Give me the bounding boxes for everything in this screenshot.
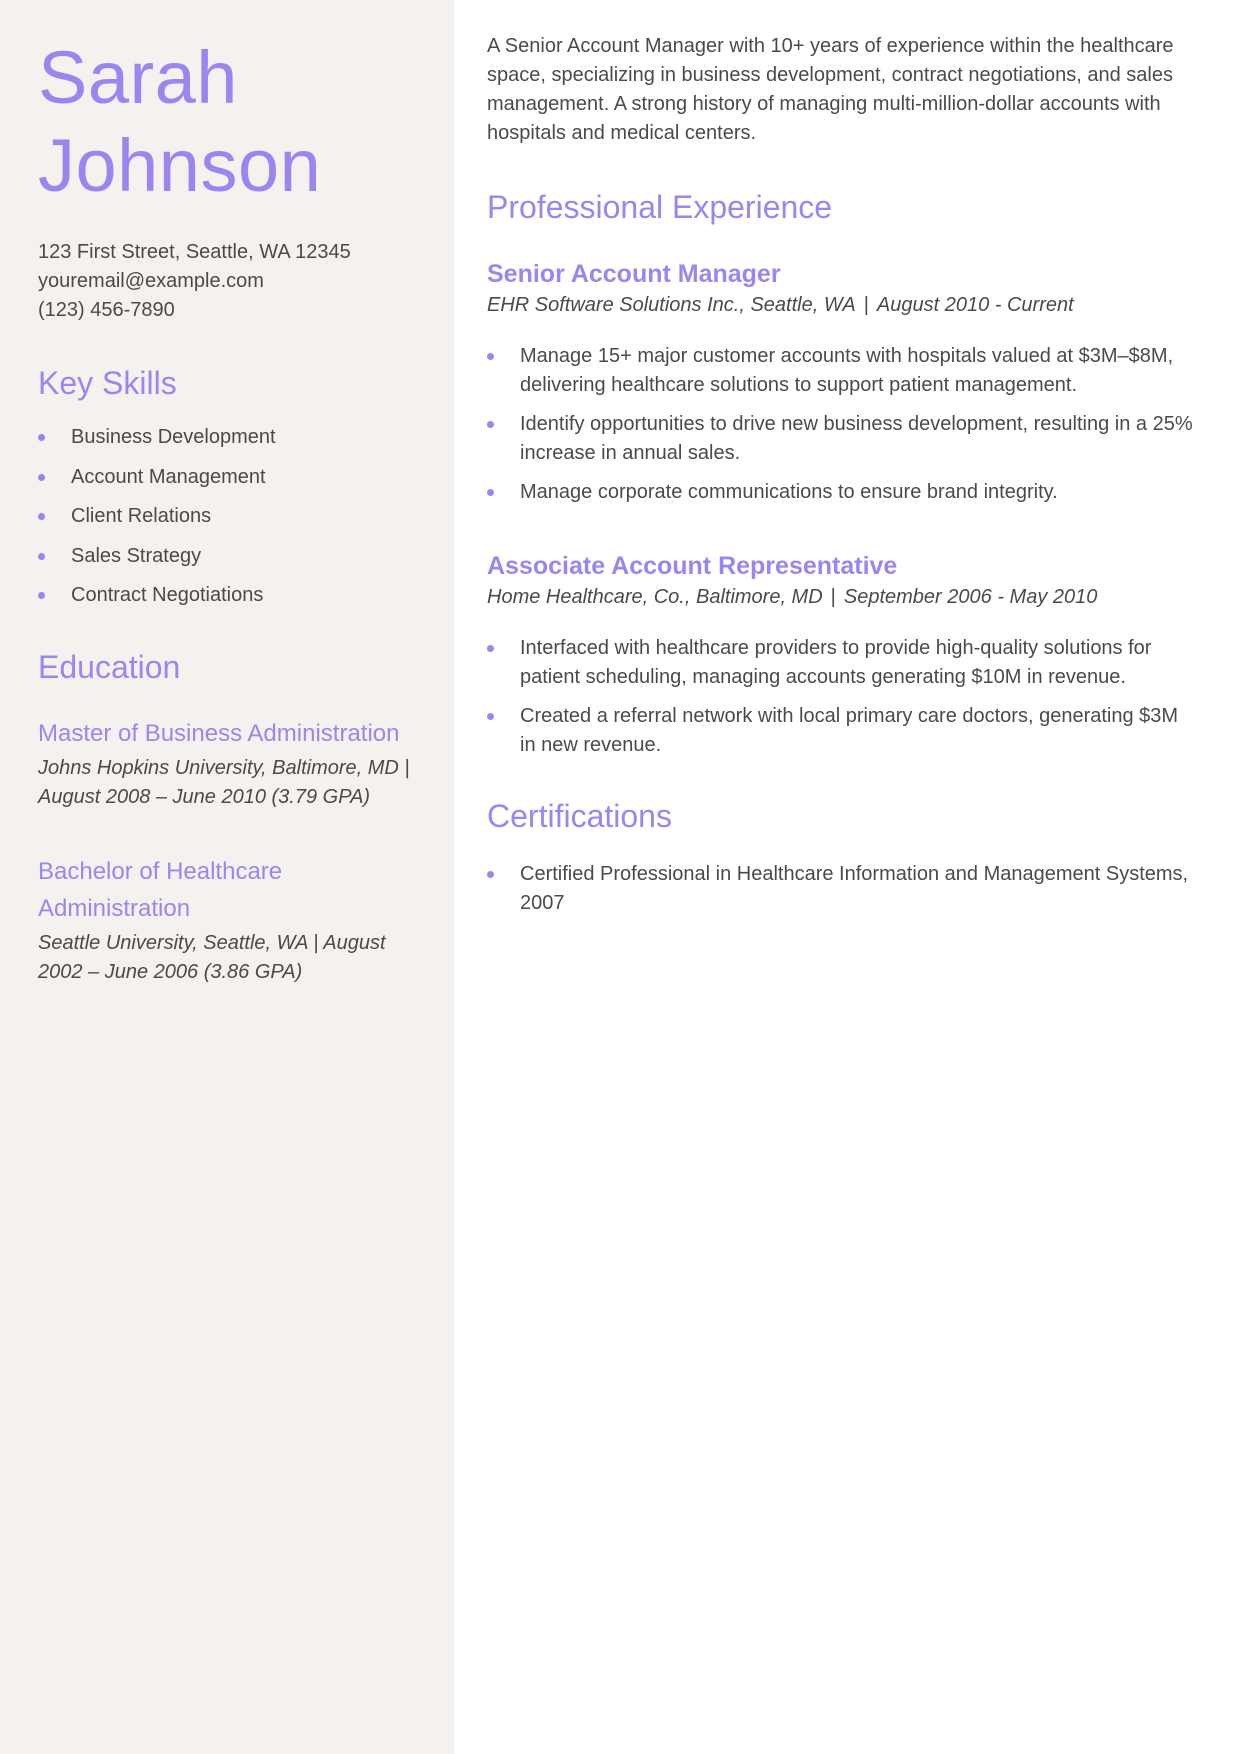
skill-label: Account Management [71, 465, 266, 488]
skill-label: Client Relations [71, 505, 212, 527]
job-entry [487, 549, 1199, 760]
skill-item [38, 581, 416, 610]
bullet-icon [487, 713, 494, 720]
skill-item [38, 502, 416, 531]
bullet-icon [38, 474, 45, 481]
certifications-heading: Certifications [487, 798, 672, 834]
bullet-icon [38, 553, 45, 560]
skill-item [38, 423, 416, 452]
job-meta [487, 291, 1199, 320]
job-bullet-text: Identify opportunities to drive new business development, resulting in a 25% increase in annual sales. [520, 413, 1193, 464]
job-meta [487, 583, 1199, 612]
main-content [454, 0, 1239, 1754]
skill-item [38, 542, 416, 571]
job-entry [487, 257, 1199, 507]
job-bullet-text: Created a referral network with local primary care doctors, generating $3M in new revenue. [520, 705, 1179, 756]
skill-label: Contract Negotiations [71, 584, 264, 606]
bullet-icon [38, 434, 45, 441]
address: 123 First Street, Seattle, WA 12345 [38, 241, 351, 263]
phone: (123) 456-7890 [38, 299, 175, 321]
skill-item [38, 463, 416, 492]
bullet-icon [487, 489, 494, 496]
skills-list [38, 423, 416, 610]
degree-title: Master of Business Administration [38, 720, 400, 747]
degree-title: Bachelor of Healthcare Administration [38, 858, 283, 922]
bullet-icon [38, 513, 45, 520]
job-bullet-text: Manage 15+ major customer accounts with hospitals valued at $3M–$8M, delivering healthcare solutions to support patient management. [520, 345, 1174, 396]
skills-heading: Key Skills [38, 365, 177, 401]
bullet-icon [487, 645, 494, 652]
job-title: Associate Account Representative [487, 552, 898, 580]
job-company: EHR Software Solutions Inc., Seattle, WA [487, 294, 856, 316]
job-bullets [487, 342, 1199, 507]
sidebar [0, 0, 454, 1754]
bullet-icon [487, 421, 494, 428]
job-bullet [487, 702, 1199, 760]
skill-label: Business Development [71, 426, 276, 448]
job-dates: September 2006 - May 2010 [843, 586, 1098, 608]
candidate-name [38, 34, 416, 210]
email: youremail@example.com [38, 270, 264, 292]
education-heading: Education [38, 649, 181, 685]
job-bullet-text: Interfaced with healthcare providers to provide high-quality solutions for patient scheduling, managing accounts generating $10M in revenue. [520, 637, 1152, 688]
job-bullet [487, 342, 1199, 400]
job-dates: August 2010 - Current [876, 294, 1074, 316]
first-name: Sarah [38, 36, 238, 119]
degree-entry [38, 853, 416, 987]
job-company: Home Healthcare, Co., Baltimore, MD [487, 586, 823, 608]
skill-label: Sales Strategy [71, 544, 202, 567]
bullet-icon [38, 592, 45, 599]
professional-summary: A Senior Account Manager with 10+ years of experience within the healthcare space, specializing in business development, contract negotiations, and sales management. A strong history of managing multi-million-dollar accounts with hospitals and medical centers. [487, 35, 1174, 144]
degree-entry [38, 715, 416, 812]
bullet-icon [487, 353, 494, 360]
degree-detail: Johns Hopkins University, Baltimore, MD | August 2008 – June 2010 (3.79 GPA) [38, 757, 410, 808]
job-bullet [487, 634, 1199, 692]
bullet-icon [487, 871, 494, 878]
certification-item [487, 860, 1199, 918]
certifications-list [487, 860, 1199, 918]
meta-separator: | [863, 294, 869, 316]
job-bullets [487, 634, 1199, 760]
certification-text: Certified Professional in Healthcare Information and Management Systems, 2007 [520, 863, 1189, 914]
meta-separator: | [830, 586, 836, 608]
job-title: Senior Account Manager [487, 260, 781, 288]
degree-detail: Seattle University, Seattle, WA | August 2002 – June 2006 (3.86 GPA) [38, 932, 386, 983]
job-bullet [487, 410, 1199, 468]
last-name: Johnson [38, 124, 322, 207]
experience-heading: Professional Experience [487, 189, 833, 225]
job-bullet-text: Manage corporate communications to ensure brand integrity. [520, 481, 1058, 503]
contact-info [38, 238, 416, 325]
job-bullet [487, 478, 1199, 507]
